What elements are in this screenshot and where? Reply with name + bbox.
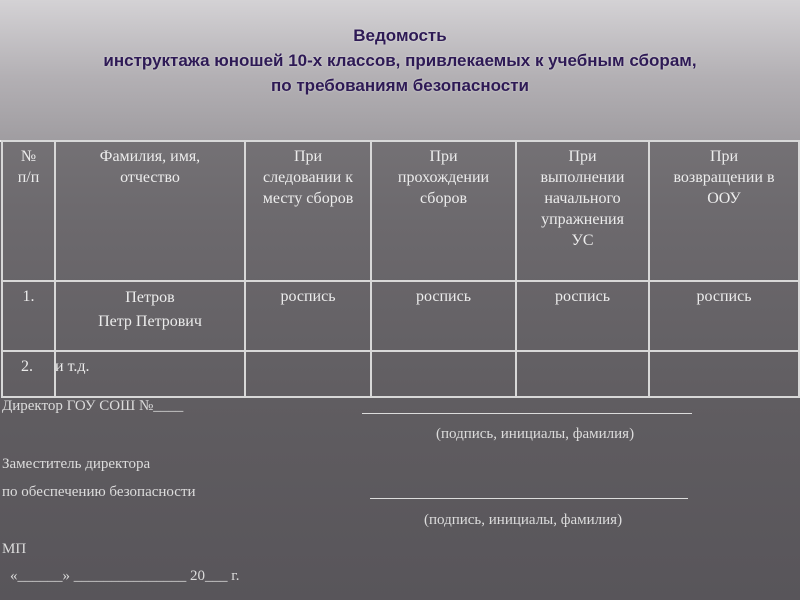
student-surname: Петров	[125, 289, 175, 306]
header-col2-line: прохождении	[397, 169, 490, 186]
header-col3-line: УС	[571, 232, 594, 249]
header-col2-line: При	[429, 148, 458, 165]
director-label: Директор ГОУ СОШ №____	[2, 398, 184, 414]
row-number: 2.	[21, 358, 33, 375]
signature-cell: роспись	[516, 281, 649, 351]
etc-text: и т.д.	[55, 358, 90, 375]
header-col2-line: сборов	[420, 190, 467, 207]
signature-hint: (подпись, инициалы, фамилия)	[436, 426, 635, 442]
title-line-1: Ведомость	[353, 26, 447, 45]
header-col4-line: ООУ	[707, 190, 741, 207]
signature-cell: роспись	[245, 281, 371, 351]
header-col3-line: выполнении	[540, 169, 625, 186]
title-line-3: по требованиям безопасности	[270, 76, 530, 95]
header-col1-line: следовании к	[262, 169, 354, 186]
director-signature-line	[362, 413, 692, 414]
signature-hint: (подпись, инициалы, фамилия)	[424, 512, 623, 528]
student-given-names: Петр Петрович	[98, 313, 202, 330]
title-line-2: инструктажа юношей 10-х классов, привлекаемых к учебным сборам,	[103, 51, 697, 70]
header-name-line: отчество	[120, 169, 180, 186]
header-num-line: №	[20, 148, 37, 165]
header-col4-line: При	[709, 148, 739, 165]
date-line: «______» _______________ 20___ г.	[10, 568, 240, 584]
deputy-signature-line	[370, 498, 688, 499]
header-col3-line: упражнения	[541, 211, 624, 228]
deputy-label-line-1: Заместитель директора	[2, 456, 151, 472]
row-number: 1.	[2, 281, 55, 351]
signature-cell: роспись	[371, 281, 516, 351]
stamp-label: МП	[2, 541, 27, 557]
header-num-line: п/п	[17, 169, 40, 186]
header-col3-line: При	[568, 148, 597, 165]
deputy-label-line-2: по обеспечению безопасности	[2, 484, 196, 500]
header-col4-line: возвращении в	[673, 169, 775, 186]
signature-cell: роспись	[649, 281, 799, 351]
header-col1-line: При	[293, 148, 323, 165]
header-col3-line: начального	[544, 190, 621, 207]
header-name-line: Фамилия, имя,	[99, 148, 201, 165]
header-col1-line: месту сборов	[262, 190, 354, 207]
